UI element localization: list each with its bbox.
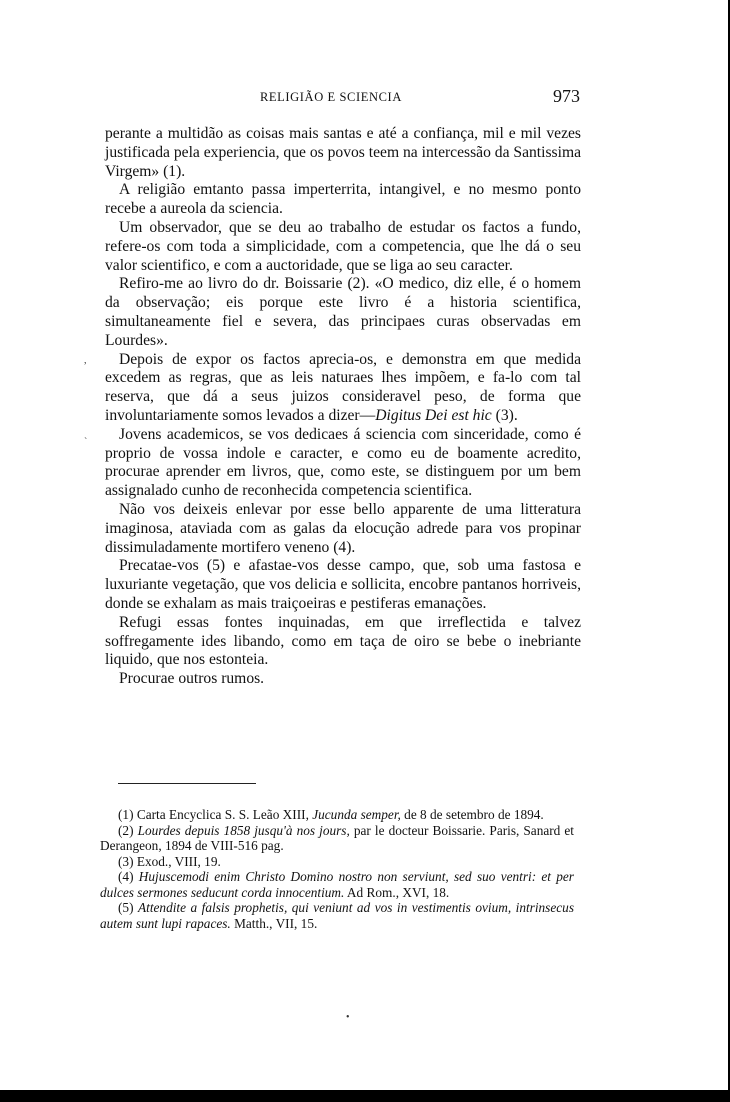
paragraph: [105, 351, 581, 426]
paragraph: Refiro-me ao livro do dr. Boissarie (2). «O medico, diz elle, é o homem da observação; eis porque este livro é a historia scientifica, simultaneamente fiel e severa, das principaes curas observadas em Lourdes».: [105, 275, 581, 349]
footnote: [100, 869, 574, 900]
footnote-italic-title: Hujuscemodi enim Christo Domino nostro non serviunt, sed suo ventri: et per dulces sermones seducunt corda innocentium.: [100, 869, 574, 900]
footnote-italic-title: Attendite a falsis prophetis, qui veniunt ad vos in vestimentis ovium, intrinsecus autem sunt lupi rapaces.: [100, 900, 574, 931]
footnote-italic-title: Lourdes depuis 1858 jusqu'à nos jours,: [137, 822, 350, 838]
footnote-marker: (4): [118, 869, 134, 884]
paragraph: Um observador, que se deu ao trabalho de estudar os factos a fundo, refere-os com toda a simplicidade, com a competencia, que lhe dá o seu valor scientifico, e com a auctoridade, que se liga ao seu caracter.: [105, 218, 581, 274]
print-speck: ,: [84, 355, 87, 366]
paragraph: Refugi essas fontes inquinadas, em que irreflectida e talvez soffregamente ides libando, como em taça de oiro se bebe o inebriante liquido, que nos estonteia.: [105, 613, 581, 669]
paragraph: Precatae-vos (5) e afastae-vos desse campo, que, sob uma fastosa e luxuriante vegetação, que vos delicia e sollicita, encobre pantanos horriveis, donde se exhalam as mais traiçoeiras e pestiferas emanações.: [105, 557, 581, 612]
paragraph: Procurae outros rumos.: [119, 670, 265, 688]
footnotes: [100, 807, 574, 931]
latin-quote: Digitus Dei est hic: [375, 406, 492, 424]
paragraph: Jovens academicos, se vos dedicaes á sciencia com sinceridade, como é proprio de vossa indole e caracter, e como eu de boamente acredito, procurae aprender em livros, que, como este, se distinguem por um bem assignalado cunho de reconhecida competencia scientifica.: [105, 425, 581, 500]
footnote-text: Carta Encyclica S. S. Leão XIII,: [133, 807, 313, 822]
main-text: [105, 125, 581, 689]
paragraph: Não vos deixeis enlevar por esse bello apparente de uma litteratura imaginosa, ataviada com as galas da elocução adrede para vos propinar dissimuladamente mortifero veneno (4).: [105, 500, 581, 556]
running-title: RELIGIÃO E SCIENCIA: [260, 90, 402, 104]
footnote-marker: (3): [118, 853, 134, 869]
footnote-text: Exod., VIII, 19.: [133, 853, 221, 869]
footnote: [100, 900, 574, 931]
footnote-marker: (2): [118, 822, 134, 838]
footnote-divider: [118, 783, 256, 784]
footnote-text: Ad Rom., XVI, 18.: [344, 884, 450, 900]
footnote-text: de 8 de setembro de 1894.: [400, 807, 544, 822]
paragraph: A religião emtanto passa imperterrita, intangivel, e no mesmo ponto recebe a aureola da sciencia.: [105, 181, 581, 218]
footnote-marker: (5): [118, 900, 134, 915]
print-speck: •: [346, 1012, 350, 1023]
footnote-italic-title: Jucunda semper,: [312, 807, 401, 822]
footnote-text: Matth., VII, 15.: [230, 915, 318, 931]
paragraph: perante a multidão as coisas mais santas e até a confiança, mil e mil vezes justificada pela experiencia, que os povos teem na intercessão da Santissima Virgem» (1).: [105, 125, 581, 180]
footnote: [100, 854, 574, 870]
reference-marker: (3).: [491, 406, 518, 424]
footnote-marker: (1): [118, 807, 134, 822]
footnote: [100, 807, 574, 823]
page-number: 973: [553, 86, 580, 106]
footnote: [100, 823, 574, 854]
footnote-text: par le docteur Boissarie. Paris, Sanard et Derangeon, 1894 de VIII-516 pag.: [100, 822, 575, 853]
paragraph-text: Depois de expor os factos aprecia-os, e demonstra em que medida excedem as regras, que as leis naturaes lhes impõem, e fa-lo com tal reserva, que dá a seus juizos consideravel peso, de forma que involuntariamente somos levados a dizer—: [105, 350, 581, 424]
print-speck: `: [84, 437, 88, 448]
page-header: [100, 86, 580, 110]
